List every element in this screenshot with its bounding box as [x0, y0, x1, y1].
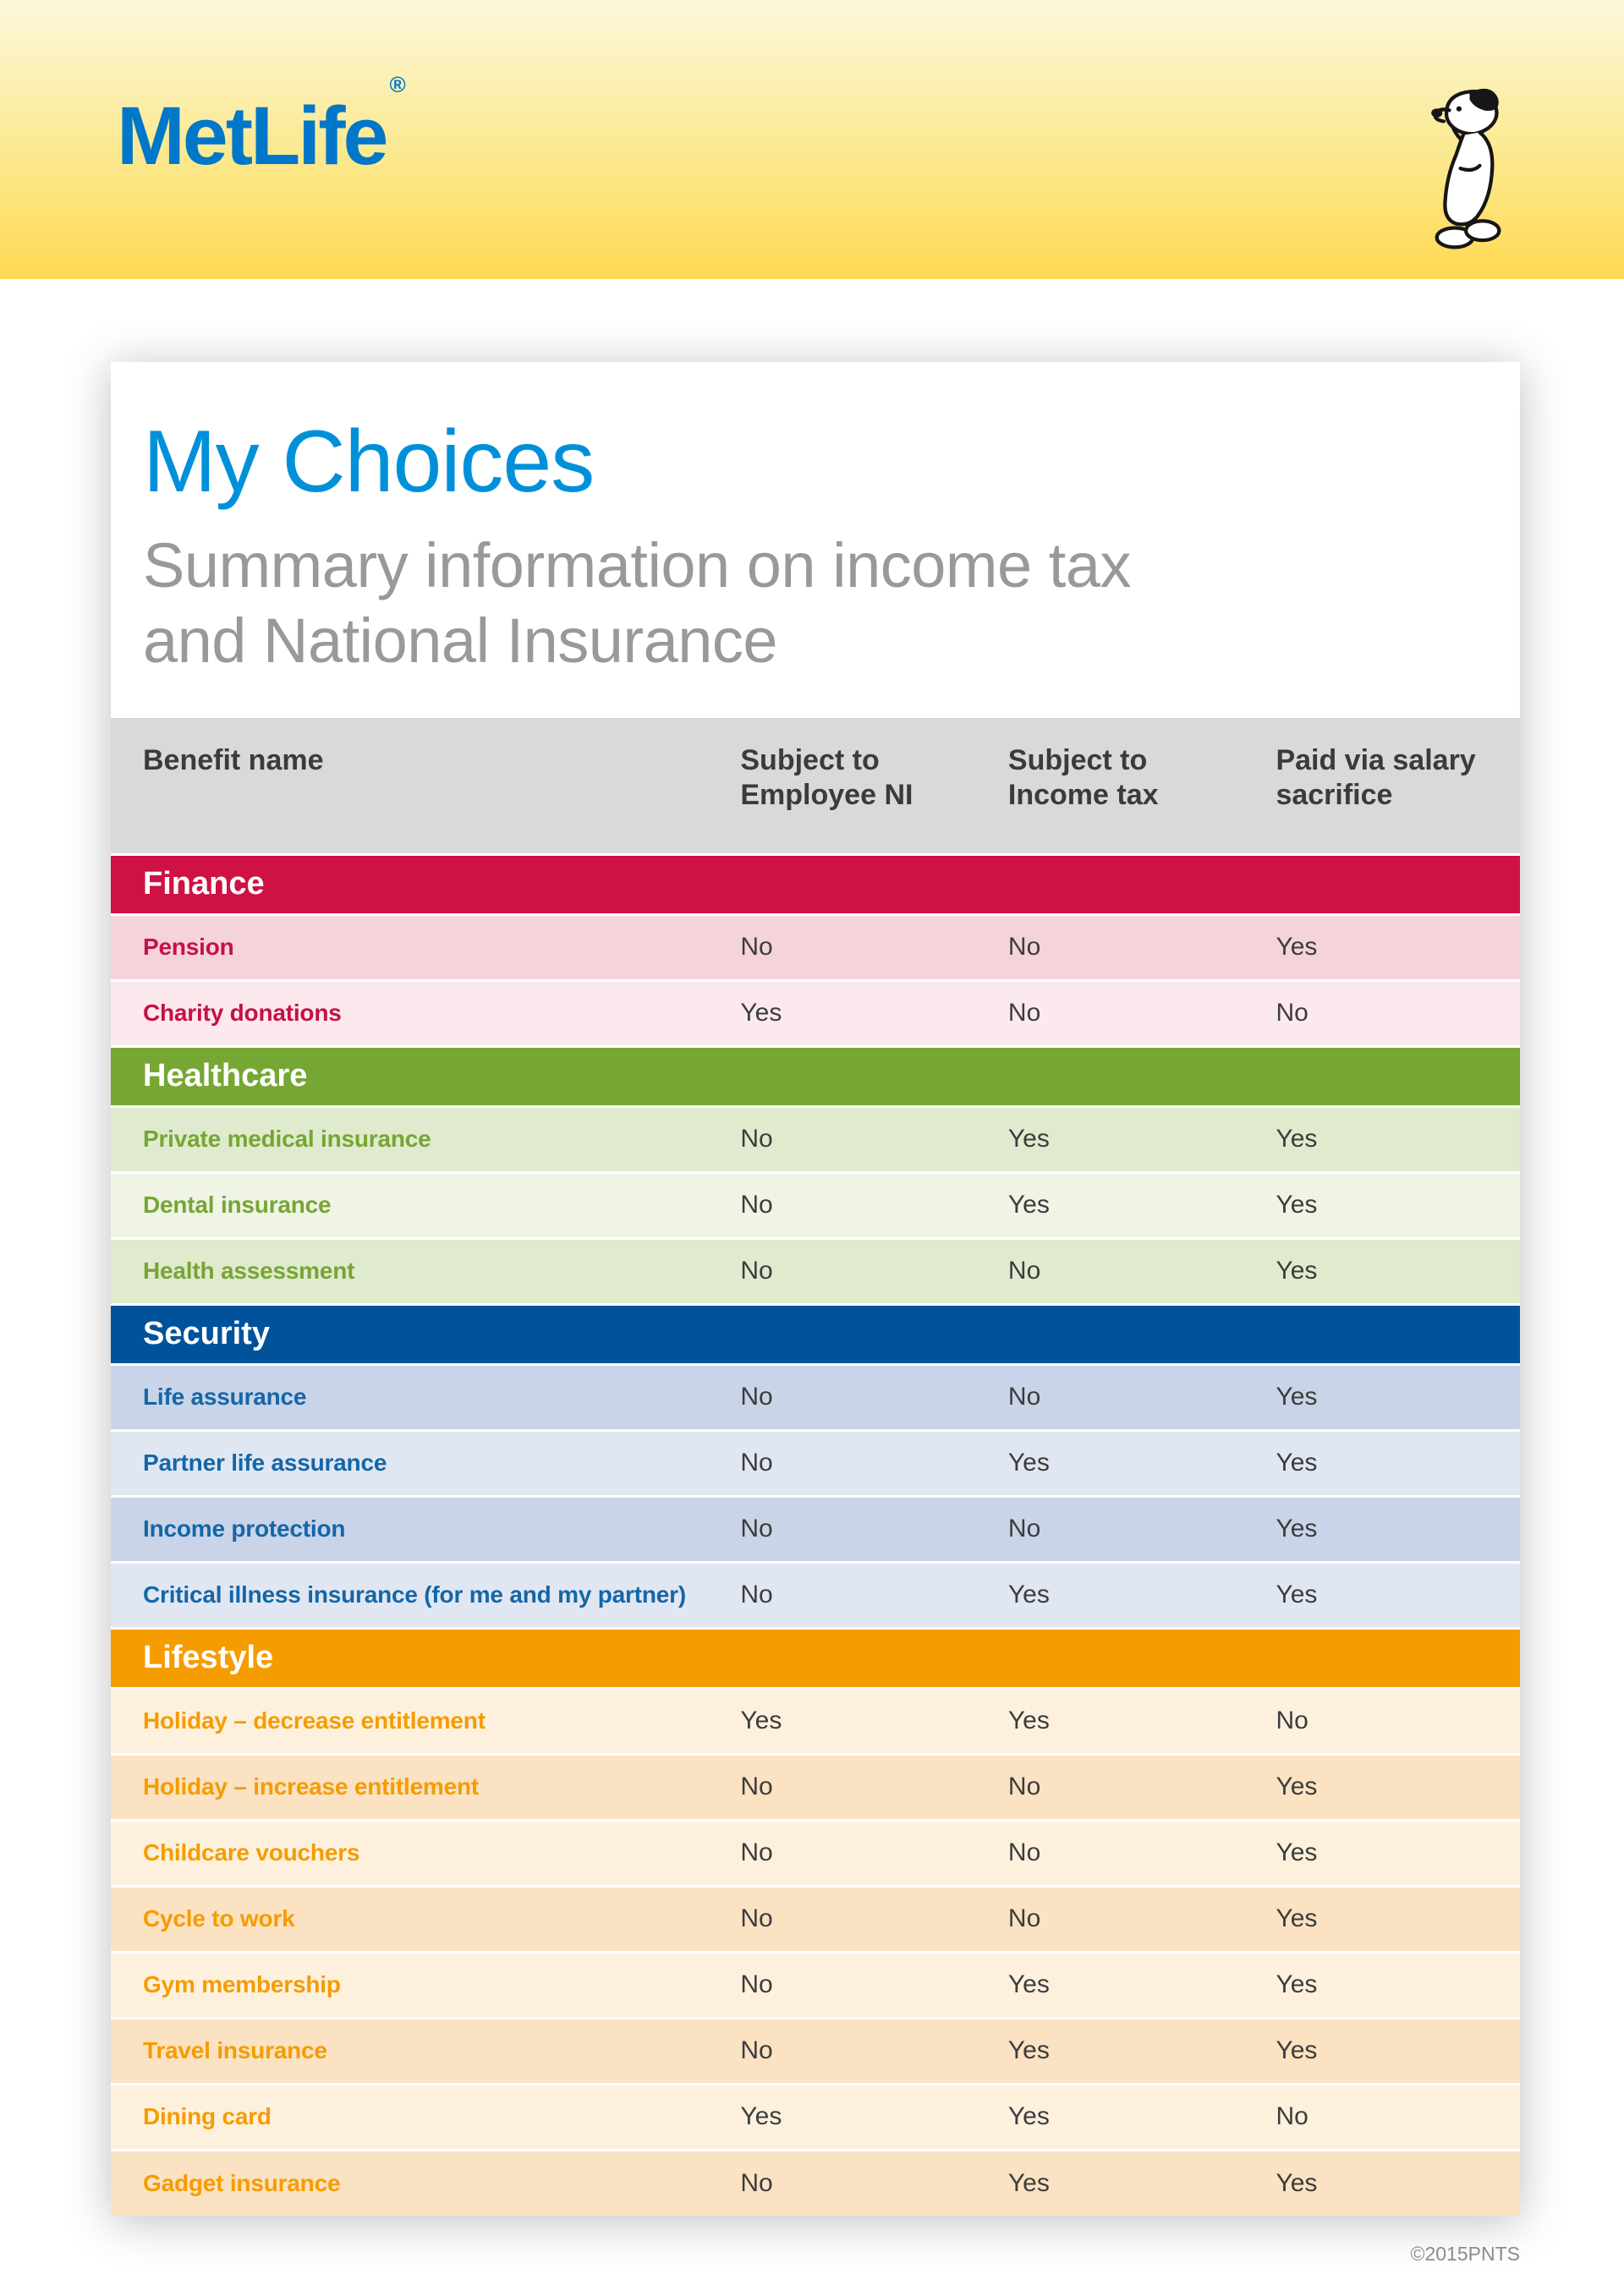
salary-sacrifice-cell: Yes [1276, 2169, 1318, 2198]
employee-ni-cell: No [740, 1191, 773, 1219]
column-header-1: Subject to Employee NI [716, 718, 985, 855]
benefits-table [111, 718, 1520, 2217]
salary-sacrifice-cell: No [1276, 1707, 1309, 1735]
income-tax-cell: Yes [1007, 1581, 1050, 1609]
income-tax-cell: Yes [1007, 2102, 1050, 2131]
table-header-row [111, 718, 1520, 855]
benefit-name-cell: Dining card [143, 2103, 272, 2130]
benefit-row [111, 1688, 1520, 1754]
employee-ni-cell: No [740, 2036, 773, 2065]
salary-sacrifice-cell: Yes [1276, 1125, 1318, 1153]
income-tax-cell: No [1007, 1515, 1041, 1543]
benefit-name-cell: Private medical insurance [143, 1126, 431, 1153]
benefit-name-cell: Pension [143, 934, 234, 961]
benefit-name-cell: Income protection [143, 1515, 346, 1543]
snoopy-icon [1394, 76, 1546, 269]
salary-sacrifice-cell: Yes [1276, 1515, 1318, 1543]
column-header-2: Subject to Income tax [985, 718, 1253, 855]
salary-sacrifice-cell: No [1276, 999, 1309, 1027]
salary-sacrifice-cell: Yes [1276, 933, 1318, 962]
benefit-name-cell: Travel insurance [143, 2037, 327, 2064]
employee-ni-cell: No [740, 1383, 773, 1411]
column-header-0: Benefit name [111, 718, 716, 855]
benefit-row [111, 1172, 1520, 1238]
income-tax-cell: Yes [1007, 1970, 1050, 1999]
income-tax-cell: Yes [1007, 1449, 1050, 1477]
subtitle-line-1: Summary information on income tax [143, 530, 1131, 601]
section-band-row [111, 1304, 1520, 1364]
salary-sacrifice-cell: Yes [1276, 1581, 1318, 1609]
salary-sacrifice-cell: Yes [1276, 2036, 1318, 2065]
employee-ni-cell: No [740, 2169, 773, 2198]
section-band-healthcare: Healthcare [111, 1046, 1520, 1106]
benefit-name-cell: Gadget insurance [143, 2170, 341, 2197]
benefit-row [111, 2018, 1520, 2084]
income-tax-cell: No [1007, 999, 1041, 1027]
benefit-name-cell: Gym membership [143, 1971, 341, 1998]
benefit-row [111, 1952, 1520, 2018]
section-band-row [111, 854, 1520, 914]
salary-sacrifice-cell: Yes [1276, 1191, 1318, 1219]
top-banner [0, 0, 1624, 279]
benefit-name-cell: Holiday – decrease entitlement [143, 1707, 486, 1734]
employee-ni-cell: No [740, 1581, 773, 1609]
income-tax-cell: Yes [1007, 2036, 1050, 2065]
salary-sacrifice-cell: Yes [1276, 1904, 1318, 1933]
benefit-name-cell: Childcare vouchers [143, 1839, 360, 1866]
benefit-row [111, 1562, 1520, 1628]
section-band-row [111, 1046, 1520, 1106]
employee-ni-cell: Yes [740, 1707, 782, 1735]
employee-ni-cell: No [740, 1125, 773, 1153]
income-tax-cell: Yes [1007, 1191, 1050, 1219]
income-tax-cell: No [1007, 1383, 1041, 1411]
section-band-security: Security [111, 1304, 1520, 1364]
section-band-finance: Finance [111, 854, 1520, 914]
metlife-logo [117, 71, 406, 182]
snoopy-illustration [1394, 76, 1546, 269]
benefit-name-cell: Partner life assurance [143, 1449, 387, 1477]
benefit-row [111, 1106, 1520, 1172]
content-card [111, 362, 1520, 2216]
benefit-row [111, 1820, 1520, 1886]
section-band-row [111, 1628, 1520, 1688]
benefit-name-cell: Cycle to work [143, 1905, 295, 1932]
income-tax-cell: Yes [1007, 1707, 1050, 1735]
benefit-name-cell: Holiday – increase entitlement [143, 1773, 480, 1800]
employee-ni-cell: Yes [740, 2102, 782, 2131]
employee-ni-cell: No [740, 1449, 773, 1477]
subtitle-line-2: and National Insurance [143, 605, 778, 676]
benefit-name-cell: Charity donations [143, 1000, 342, 1027]
employee-ni-cell: No [740, 1515, 773, 1543]
income-tax-cell: No [1007, 1773, 1041, 1801]
benefits-table-body [111, 854, 1520, 2216]
salary-sacrifice-cell: Yes [1276, 1773, 1318, 1801]
benefit-row [111, 980, 1520, 1046]
copyright-text: ©2015PNTS [1410, 2243, 1520, 2265]
salary-sacrifice-cell: Yes [1276, 1383, 1318, 1411]
section-band-lifestyle: Lifestyle [111, 1628, 1520, 1688]
benefit-row [111, 914, 1520, 980]
employee-ni-cell: No [740, 1773, 773, 1801]
page-subtitle [143, 529, 1486, 679]
employee-ni-cell: No [740, 1838, 773, 1867]
benefit-row [111, 1886, 1520, 1952]
logo-text: MetLife [117, 90, 387, 182]
employee-ni-cell: No [740, 1257, 773, 1285]
salary-sacrifice-cell: Yes [1276, 1838, 1318, 1867]
salary-sacrifice-cell: Yes [1276, 1257, 1318, 1285]
income-tax-cell: No [1007, 933, 1041, 962]
income-tax-cell: No [1007, 1257, 1041, 1285]
benefit-row [111, 1496, 1520, 1562]
employee-ni-cell: No [740, 1970, 773, 1999]
benefit-row [111, 1754, 1520, 1820]
employee-ni-cell: Yes [740, 999, 782, 1027]
benefit-name-cell: Life assurance [143, 1384, 307, 1411]
benefit-row [111, 1430, 1520, 1496]
benefit-name-cell: Health assessment [143, 1258, 355, 1285]
income-tax-cell: No [1007, 1904, 1041, 1933]
page-title: My Choices [143, 413, 595, 511]
salary-sacrifice-cell: Yes [1276, 1449, 1318, 1477]
column-header-3: Paid via salary sacrifice [1252, 718, 1520, 855]
employee-ni-cell: No [740, 1904, 773, 1933]
benefit-row [111, 1238, 1520, 1304]
income-tax-cell: Yes [1007, 2169, 1050, 2198]
salary-sacrifice-cell: Yes [1276, 1970, 1318, 1999]
benefit-row [111, 2150, 1520, 2216]
benefit-name-cell: Critical illness insurance (for me and my partner) [143, 1581, 686, 1608]
registered-mark-icon: ® [389, 71, 406, 97]
benefit-row [111, 2084, 1520, 2150]
income-tax-cell: No [1007, 1838, 1041, 1867]
benefit-name-cell: Dental insurance [143, 1192, 332, 1219]
salary-sacrifice-cell: No [1276, 2102, 1309, 2131]
employee-ni-cell: No [740, 933, 773, 962]
title-block [111, 362, 1520, 718]
benefit-row [111, 1364, 1520, 1430]
income-tax-cell: Yes [1007, 1125, 1050, 1153]
